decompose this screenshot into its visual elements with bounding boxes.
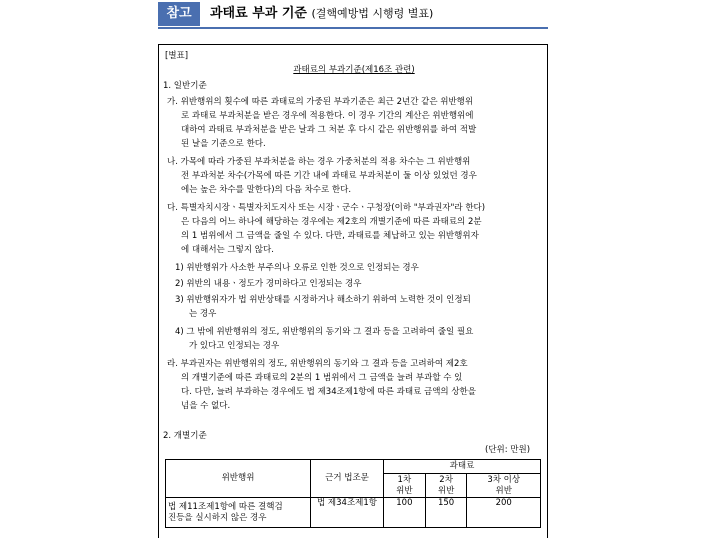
header-fine: 과태료 [384,460,541,474]
header-1st-l1: 1차 [397,474,412,485]
header-1st [384,474,426,498]
cell-fine-3rd: 200 [467,498,541,528]
slide-title-main: 과태료 부과 기준 [210,6,307,21]
para-na-line: 나. 가목에 따라 가중된 부과처분을 하는 경우 가중처분의 적용 차수는 그 위반행위 [167,157,471,167]
para-ra-line: 다. 다만, 늘려 부과하는 경우에도 법 제34조제1항에 따른 과태료 금액의 상한을 [181,387,476,397]
header-violation: 위반행위 [166,460,311,498]
document-box [158,44,548,538]
para-da-line: 은 다음의 어느 하나에 해당하는 경우에는 제2호의 개별기준에 따른 과태료의 2분 [181,217,482,227]
para-ra-line: 의 개별기준에 따른 과태료의 2분의 1 범위에서 그 금액을 늘려 부과할 수 있 [181,373,463,383]
header-3rd [467,474,541,498]
document-title: 과태료의 부과기준(제16조 관련) [293,65,415,75]
da-item-2: 2) 위반의 내용ㆍ정도가 경미하다고 인정되는 경우 [175,279,362,289]
header-2nd-l1: 2차 [439,474,453,485]
fine-table [165,459,541,528]
para-na-line: 에는 높은 차수를 말한다)의 다음 차수로 한다. [181,185,352,195]
para-ra-line: 넘을 수 없다. [181,401,231,411]
header-law: 근거 법조문 [311,460,384,498]
header-2nd-l2: 위반 [437,485,455,496]
header-3rd-l1: 3차 이상 [487,474,521,485]
para-da-line: 다. 특별자치시장ㆍ특별자치도지사 또는 시장ㆍ군수ㆍ구청장(이하 "부과권자"라 한다) [167,203,486,213]
cell-law: 법 제34조제1항 [311,498,384,528]
table-row [166,498,541,528]
para-ga-line: 된 날을 기준으로 한다. [181,139,266,149]
cell-fine-1st: 100 [384,498,426,528]
slide-header [158,2,548,26]
da-item-3: 3) 위반행위자가 법 위반상태를 시정하거나 해소하기 위하여 노력한 것이 인정되 [175,295,471,305]
para-na-line: 전 부과처분 차수(가목에 따른 기간 내에 과태료 부과처분이 둘 이상 있었던 경우 [181,171,477,181]
para-da-line: 에 대해서는 그렇지 않다. [181,245,274,255]
para-ga-line: 대하여 과태료 부과처분을 받은 날과 그 처분 후 다시 같은 위반행위를 하여 적발 [181,125,477,135]
cell-violation-l2: 진등을 실시하지 않은 경우 [168,512,267,523]
appendix-label: [별표] [165,51,189,61]
da-item-4: 4) 그 밖에 위반행위의 정도, 위반행위의 동기와 그 결과 등을 고려하여 줄일 필요 [175,327,474,337]
slide-title [210,2,433,26]
header-2nd [425,474,467,498]
cell-violation-l1: 법 제11조제1항에 따른 결핵검 [168,501,283,512]
cell-fine-2nd: 150 [425,498,467,528]
da-item-3-cont: 는 경우 [189,309,217,319]
da-item-4-cont: 가 있다고 인정되는 경우 [189,341,280,351]
para-da-line: 의 1 범위에서 그 금액을 줄일 수 있다. 다만, 과태료를 체납하고 있는 위반행위자 [181,231,479,241]
para-ra-line: 라. 부과권자는 위반행위의 정도, 위반행위의 동기와 그 결과 등을 고려하여 제2호 [167,359,468,369]
header-1st-l2: 위반 [396,485,413,496]
section-general: 1. 일반기준 [163,81,207,91]
header-3rd-l2: 위반 [495,485,512,496]
para-ga-line: 로 과태료 부과처분을 받은 경우에 적용한다. 이 경우 기간의 계산은 위반행위에 [181,111,474,121]
para-ga-line: 가. 위반행위의 횟수에 따른 과태료의 가중된 부과기준은 최근 2년간 같은 위반행위 [167,97,474,107]
section-specific: 2. 개별기준 [163,431,207,441]
unit-label: (단위: 만원) [485,445,531,455]
header-underline [158,27,548,29]
cell-violation [166,498,311,528]
da-item-1: 1) 위반행위가 사소한 부주의나 오류로 인한 것으로 인정되는 경우 [175,263,419,273]
slide-title-sub: (결핵예방법 시행령 별표) [311,7,434,20]
reference-badge: 참고 [158,2,200,26]
